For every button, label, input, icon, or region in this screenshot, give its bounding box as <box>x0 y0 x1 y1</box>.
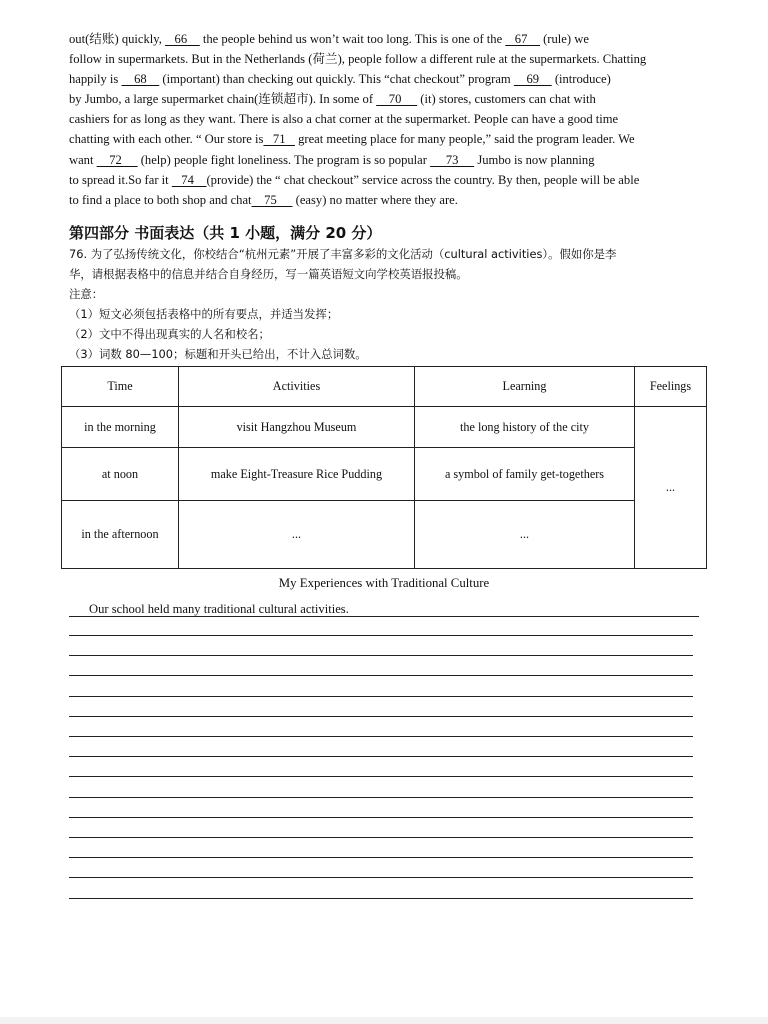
note-item: （1）短文必须包括表格中的所有要点，并适当发挥； <box>69 307 339 321</box>
answer-line[interactable] <box>69 756 693 757</box>
blank-number[interactable]: 66 <box>165 32 200 46</box>
passage-text: (it) stores, customers can chat with <box>417 92 596 107</box>
note-item: （3）词数 80—100；标题和开头已给出，不计入总词数。 <box>69 347 367 361</box>
essay-opening: Our school held many traditional cultural activities. <box>89 602 349 616</box>
task-prompt-line: 华，请根据表格中的信息并结合自身经历，写一篇英语短文向学校英语报投稿。 <box>69 267 468 281</box>
answer-line[interactable] <box>69 736 693 737</box>
passage-line <box>69 170 701 190</box>
cell-time: in the afternoon <box>62 501 179 569</box>
passage-text: want <box>69 152 97 167</box>
blank-number[interactable]: 72 <box>96 152 138 167</box>
blank-number[interactable]: 68 <box>121 72 160 87</box>
table-row <box>62 448 707 501</box>
header-time: Time <box>62 367 179 407</box>
note-label: 注意： <box>69 287 104 301</box>
passage-text: the people behind us won’t wait too long. This is one of the <box>199 32 506 46</box>
info-table <box>61 366 707 569</box>
passage-text: by Jumbo, a large supermarket chain(连锁超市). In some of <box>69 92 377 107</box>
cell-activity: ... <box>179 501 415 569</box>
cell-activity: make Eight-Treasure Rice Pudding <box>179 448 415 501</box>
passage-text: out(结账) quickly, <box>69 32 166 46</box>
writing-task <box>69 244 701 364</box>
passage-text: happily is <box>69 72 122 87</box>
answer-line-opening[interactable] <box>69 601 699 617</box>
cell-time: in the morning <box>62 407 179 448</box>
cell-learning: ... <box>415 501 635 569</box>
passage-line <box>69 69 701 89</box>
passage-line <box>69 150 701 170</box>
answer-line[interactable] <box>69 716 693 717</box>
passage-text: (rule) we <box>539 32 589 46</box>
cell-activity: visit Hangzhou Museum <box>179 407 415 448</box>
passage-text: Jumbo is now planning <box>474 152 595 167</box>
note-item: （2）文中不得出现真实的人名和校名； <box>69 327 270 341</box>
table-row <box>62 501 707 569</box>
passage-text: cashiers for as long as they want. There is also a chat corner at the supermarket. People can have a good time <box>69 112 619 127</box>
passage-text: (introduce) <box>551 72 611 87</box>
cell-time: at noon <box>62 448 179 501</box>
blank-number[interactable]: 73 <box>430 152 475 167</box>
passage-line <box>69 49 701 69</box>
cloze-passage <box>69 29 701 210</box>
blank-number[interactable]: 71 <box>263 132 295 147</box>
answer-line[interactable] <box>69 797 693 798</box>
passage-text: follow in supermarkets. But in the Netherlands (荷兰), people follow a different rule at the supermarkets. Chatting <box>69 52 647 67</box>
passage-text: to spread it.So far it <box>69 172 172 187</box>
blank-number[interactable]: 67 <box>505 32 540 46</box>
answer-line[interactable] <box>69 877 693 878</box>
passage-line <box>69 29 701 49</box>
answer-line[interactable] <box>69 857 693 858</box>
answer-line[interactable] <box>69 817 693 818</box>
blank-number[interactable]: 70 <box>376 92 418 107</box>
passage-text: (important) than checking out quickly. This “chat checkout” program <box>159 72 514 87</box>
passage-text: (provide) the “ chat checkout” service across the country. By then, people will be able <box>206 172 640 187</box>
cell-learning: a symbol of family get-togethers <box>415 448 635 501</box>
cell-learning: the long history of the city <box>415 407 635 448</box>
passage-line <box>69 89 701 109</box>
task-prompt-line: 76. 为了弘扬传统文化，你校结合“杭州元素”开展了丰富多彩的文化活动（cultural activities）。假如你是李 <box>69 247 617 261</box>
passage-text: great meeting place for many people,” said the program leader. We <box>294 132 635 147</box>
passage-line <box>69 109 701 129</box>
header-activities: Activities <box>179 367 415 407</box>
table-header-row <box>62 367 707 407</box>
passage-line <box>69 190 701 210</box>
passage-text: (help) people fight loneliness. The program is so popular <box>137 152 431 167</box>
essay-title: My Experiences with Traditional Culture <box>278 576 490 590</box>
table-row <box>62 407 707 448</box>
passage-line <box>69 129 701 149</box>
answer-line[interactable] <box>69 837 693 838</box>
answer-line[interactable] <box>69 898 693 899</box>
page-bottom-edge <box>0 1017 768 1024</box>
passage-text: (easy) no matter where they are. <box>292 192 458 207</box>
header-learning: Learning <box>415 367 635 407</box>
header-feelings: Feelings <box>635 367 707 407</box>
section-title: 第四部分 书面表达（共 1 小题，满分 20 分） <box>69 224 382 242</box>
answer-line[interactable] <box>69 675 693 676</box>
blank-number[interactable]: 75 <box>251 192 293 207</box>
passage-text: chatting with each other. “ Our store is <box>69 132 264 147</box>
answer-line[interactable] <box>69 696 693 697</box>
blank-number[interactable]: 74 <box>171 172 207 187</box>
answer-line[interactable] <box>69 635 693 636</box>
answer-line[interactable] <box>69 655 693 656</box>
blank-number[interactable]: 69 <box>513 72 552 87</box>
cell-feelings: ... <box>635 407 707 569</box>
passage-text: to find a place to both shop and chat <box>69 192 252 207</box>
answer-line[interactable] <box>69 776 693 777</box>
